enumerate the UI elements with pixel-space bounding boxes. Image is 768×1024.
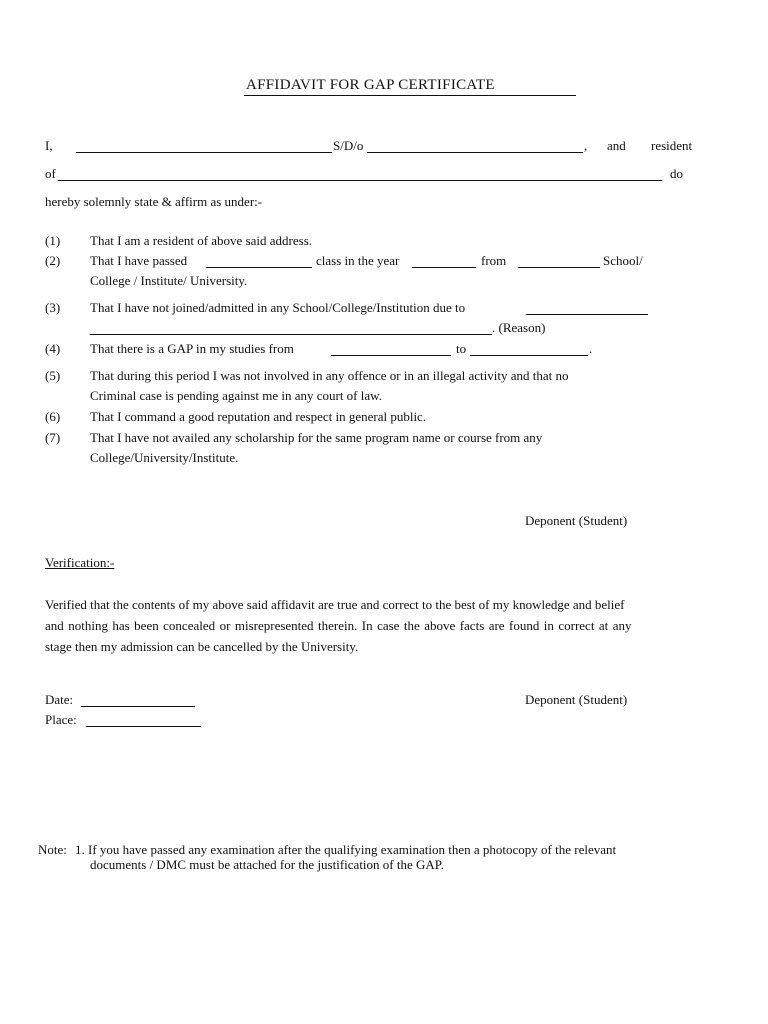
note-prefix: Note: bbox=[38, 842, 67, 857]
deponent-label: Deponent (Student) bbox=[525, 513, 628, 528]
item-number: (3) bbox=[45, 300, 61, 315]
intro-resident: resident bbox=[651, 138, 693, 153]
item-text: That I am a resident of above said address. bbox=[90, 233, 313, 248]
item-text: That I command a good reputation and respect in general public. bbox=[90, 409, 427, 424]
item-number: (4) bbox=[45, 341, 61, 356]
item-text: That I have not availed any scholarship for the same program name or course from any bbox=[90, 430, 543, 445]
verification-text: stage then my admission can be cancelled by the University. bbox=[45, 639, 359, 654]
parent-name-blank[interactable] bbox=[367, 141, 583, 153]
place-blank[interactable] bbox=[86, 715, 201, 727]
verification-heading: Verification:- bbox=[45, 555, 115, 570]
gap-from-blank[interactable] bbox=[331, 344, 451, 356]
place-label: Place: bbox=[45, 712, 77, 727]
deponent-label-2: Deponent (Student) bbox=[525, 692, 628, 707]
item-text: That I have passed bbox=[90, 253, 188, 268]
item-number: (6) bbox=[45, 409, 61, 424]
passed-class-blank[interactable] bbox=[206, 256, 312, 268]
item-number: (2) bbox=[45, 253, 61, 268]
item-text: That I have not joined/admitted in any School/College/Institution due to bbox=[90, 300, 466, 315]
item-text: School/ bbox=[603, 253, 643, 268]
item-text: from bbox=[481, 253, 507, 268]
item-text: College / Institute/ University. bbox=[90, 273, 248, 288]
intro-of: of bbox=[45, 166, 56, 181]
passed-year-blank[interactable] bbox=[412, 256, 476, 268]
item-text: Criminal case is pending against me in any court of law. bbox=[90, 388, 382, 403]
item-text: That during this period I was not involved in any offence or in an illegal activity and that no bbox=[90, 368, 569, 383]
reason-blank[interactable] bbox=[526, 303, 648, 315]
date-blank[interactable] bbox=[81, 695, 195, 707]
item-number: (5) bbox=[45, 368, 61, 383]
item-text: to bbox=[456, 341, 467, 356]
item-text: . bbox=[589, 341, 593, 356]
item-text: class in the year bbox=[316, 253, 400, 268]
gap-to-blank[interactable] bbox=[470, 344, 588, 356]
item-text: That there is a GAP in my studies from bbox=[90, 341, 294, 356]
intro-comma: , bbox=[584, 138, 588, 153]
document-title: AFFIDAVIT FOR GAP CERTIFICATE bbox=[246, 77, 495, 93]
note-text: 1. If you have passed any examination after the qualifying examination then a photocopy of the relevant bbox=[75, 842, 617, 857]
title-underline bbox=[244, 95, 576, 96]
item-number: (7) bbox=[45, 430, 61, 445]
intro-do: do bbox=[670, 166, 683, 181]
address-blank[interactable] bbox=[58, 169, 662, 181]
note-text: documents / DMC must be attached for the justification of the GAP. bbox=[90, 857, 444, 872]
passed-from-blank[interactable] bbox=[518, 256, 600, 268]
intro-i: I, bbox=[45, 138, 53, 153]
verification-text: Verified that the contents of my above said affidavit are true and correct to the best of my knowledge and belief bbox=[45, 597, 625, 612]
intro-and: and bbox=[607, 138, 626, 153]
item-text: . (Reason) bbox=[492, 320, 546, 335]
date-label: Date: bbox=[45, 692, 74, 707]
intro-sdo: S/D/o bbox=[333, 138, 364, 153]
verification-text: and nothing has been concealed or misrepresented therein. In case the above facts are found in correct at any bbox=[45, 618, 632, 633]
name-blank[interactable] bbox=[76, 141, 332, 153]
item-number: (1) bbox=[45, 233, 61, 248]
reason-blank-2[interactable] bbox=[90, 323, 492, 335]
item-text: College/University/Institute. bbox=[90, 450, 239, 465]
intro-affirm: hereby solemnly state & affirm as under:- bbox=[45, 194, 263, 209]
